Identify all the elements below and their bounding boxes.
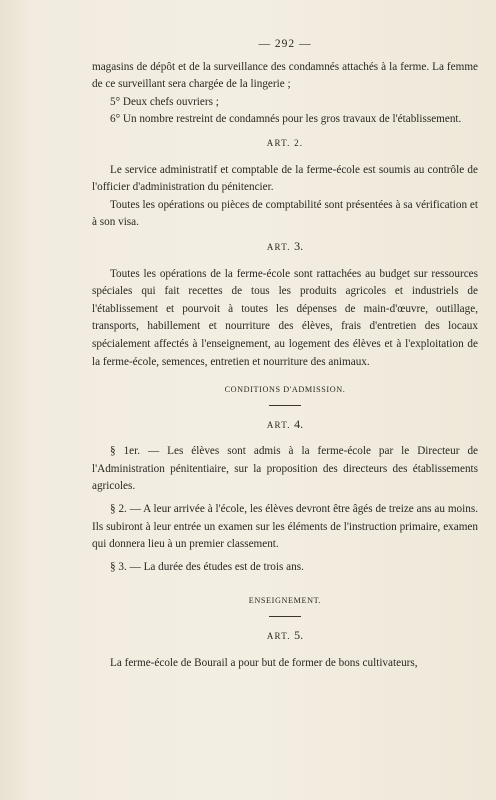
article-label: ART.: [266, 137, 291, 148]
paragraph-section-2: § 2. — A leur arrivée à l'école, les élèves devront être âgés de treize ans au moins. Ils subiront à leur entrée un examen sur les éléments de l'instruction primaire, examen qui donnera lieu à un premier classement.: [92, 503, 478, 551]
paragraph: Toutes les opérations ou pièces de comptabilité sont présentées à sa vérification et à son visa.: [92, 198, 478, 229]
paragraph: Le service administratif et comptable de la ferme-école est soumis au contrôle de l'officier d'administration du pénitencier.: [92, 163, 478, 194]
paragraph-section-3: § 3. — La durée des études est de trois ans.: [110, 560, 304, 573]
article-heading-3: [92, 238, 478, 257]
paragraph: magasins de dépôt et de la surveillance des condamnés attachés à la ferme. La femme de ce surveillant sera chargée de la lingerie ;: [92, 60, 478, 91]
section-heading-enseignement: ENSEIGNEMENT.: [248, 596, 322, 606]
list-item: 6° Un nombre restreint de condamnés pour les gros travaux de l'établissement.: [110, 113, 462, 126]
article-label: ART.: [266, 241, 291, 252]
article-number: 5.: [294, 628, 304, 643]
article-heading-2: [92, 135, 478, 153]
page-number: — 292 —: [258, 38, 312, 50]
article-label: ART.: [266, 631, 291, 642]
article-heading-4: [92, 416, 478, 435]
section-divider: [269, 405, 301, 406]
list-item: 5° Deux chefs ouvriers ;: [110, 95, 219, 108]
page-text: [92, 36, 478, 672]
article-label: ART.: [266, 419, 291, 430]
paragraph-section-1: § 1er. — Les élèves sont admis à la ferme-école par le Directeur de l'Administration pénitentiaire, sur la proposition des directeurs des établissements agricoles.: [92, 445, 478, 493]
article-number: 4.: [294, 416, 304, 431]
paragraph: Toutes les opérations de la ferme-école sont rattachées au budget sur ressources spéciales qui fait recettes de tous les produits agricoles et industriels de l'établissement et pourvoit à toutes les dépenses de main-d'œuvre, outillage, transports, habillement et nourriture des élèves, frais d'entretien des locaux spécialement affectés à l'enseignement, au logement des élèves et à l'exploitation de la ferme-école, semences, entretien et nourriture des animaux.: [92, 267, 478, 368]
article-number: 2.: [294, 137, 304, 148]
article-number: 3.: [294, 238, 304, 253]
article-heading-5: [92, 627, 478, 646]
section-heading-admission: CONDITIONS D'ADMISSION.: [224, 385, 346, 395]
paragraph: La ferme-école de Bourail a pour but de former de bons cultivateurs,: [110, 656, 418, 669]
section-divider: [269, 616, 301, 617]
